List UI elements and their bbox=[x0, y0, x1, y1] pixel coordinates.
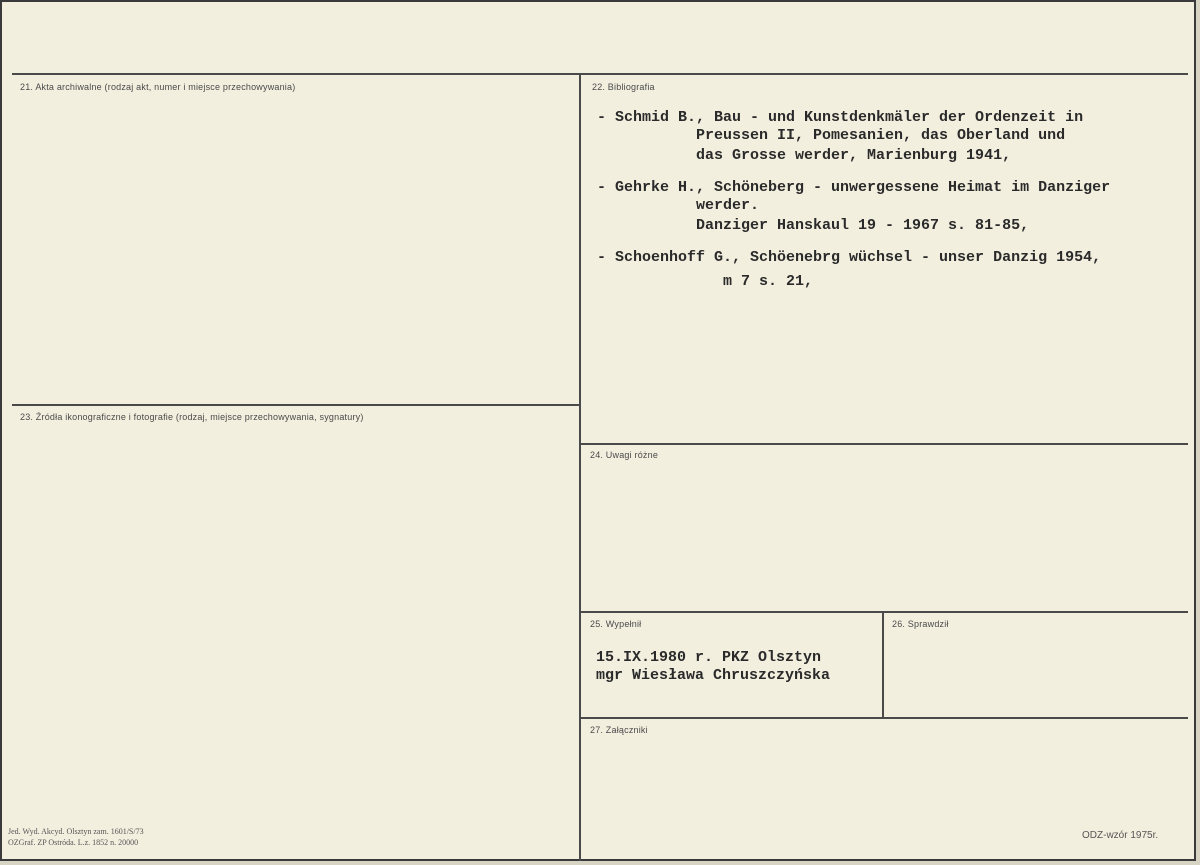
bibliography-entry-1-line-1: - Schmid B., Bau - und Kunstdenkmäler der Ordenzeit in bbox=[597, 109, 1084, 126]
bibliography-entry-1-line-3: das Grosse werder, Marienburg 1941, bbox=[597, 147, 1012, 164]
section-21-label: 21. Akta archiwalne (rodzaj akt, numer i miejsce przechowywania) bbox=[20, 82, 296, 92]
printer-imprint-line-1: Jed. Wyd. Akcyd. Olsztyn zam. 1601/S/73 bbox=[8, 827, 144, 836]
section-25-label: 25. Wypełnił bbox=[590, 619, 642, 629]
section-26-label: 26. Sprawdził bbox=[892, 619, 949, 629]
printer-imprint-line-2: OZGraf. ZP Ostróda. L.z. 1852 n. 20000 bbox=[8, 838, 139, 847]
bibliography-entry-2-line-3: Danziger Hanskaul 19 - 1967 s. 81-85, bbox=[597, 217, 1030, 234]
rule-21-23 bbox=[12, 404, 579, 406]
rule-22-24 bbox=[581, 443, 1188, 445]
rule-24-25 bbox=[581, 611, 1188, 613]
filled-by-line-1: 15.IX.1980 r. PKZ Olsztyn bbox=[596, 649, 822, 666]
form-version: ODZ-wzór 1975r. bbox=[1082, 830, 1159, 841]
divider-25-26 bbox=[882, 611, 884, 717]
section-27-label: 27. Załączniki bbox=[590, 725, 648, 735]
section-22-label: 22. Bibliografia bbox=[592, 82, 655, 92]
center-divider bbox=[579, 73, 581, 861]
bibliography-entry-2-line-2: werder. bbox=[597, 197, 760, 214]
section-24-label: 24. Uwagi różne bbox=[590, 450, 659, 460]
top-rule bbox=[12, 73, 1188, 75]
bibliography-entry-3-line-1: - Schoenhoff G., Schöenebrg wüchsel - unser Danzig 1954, bbox=[597, 249, 1102, 266]
rule-25-27 bbox=[581, 717, 1188, 719]
section-23-label: 23. Źródła ikonograficzne i fotografie (rodzaj, miejsce przechowywania, sygnatury) bbox=[20, 412, 364, 422]
bibliography-entry-3-line-2: m 7 s. 21, bbox=[597, 273, 814, 290]
filled-by-line-2: mgr Wiesława Chruszczyńska bbox=[596, 667, 831, 684]
bibliography-entry-2-line-1: - Gehrke H., Schöneberg - unwergessene Heimat im Danziger bbox=[597, 179, 1111, 196]
bibliography-entry-1-line-2: Preussen II, Pomesanien, das Oberland und bbox=[597, 127, 1066, 144]
printer-imprint bbox=[8, 826, 144, 848]
